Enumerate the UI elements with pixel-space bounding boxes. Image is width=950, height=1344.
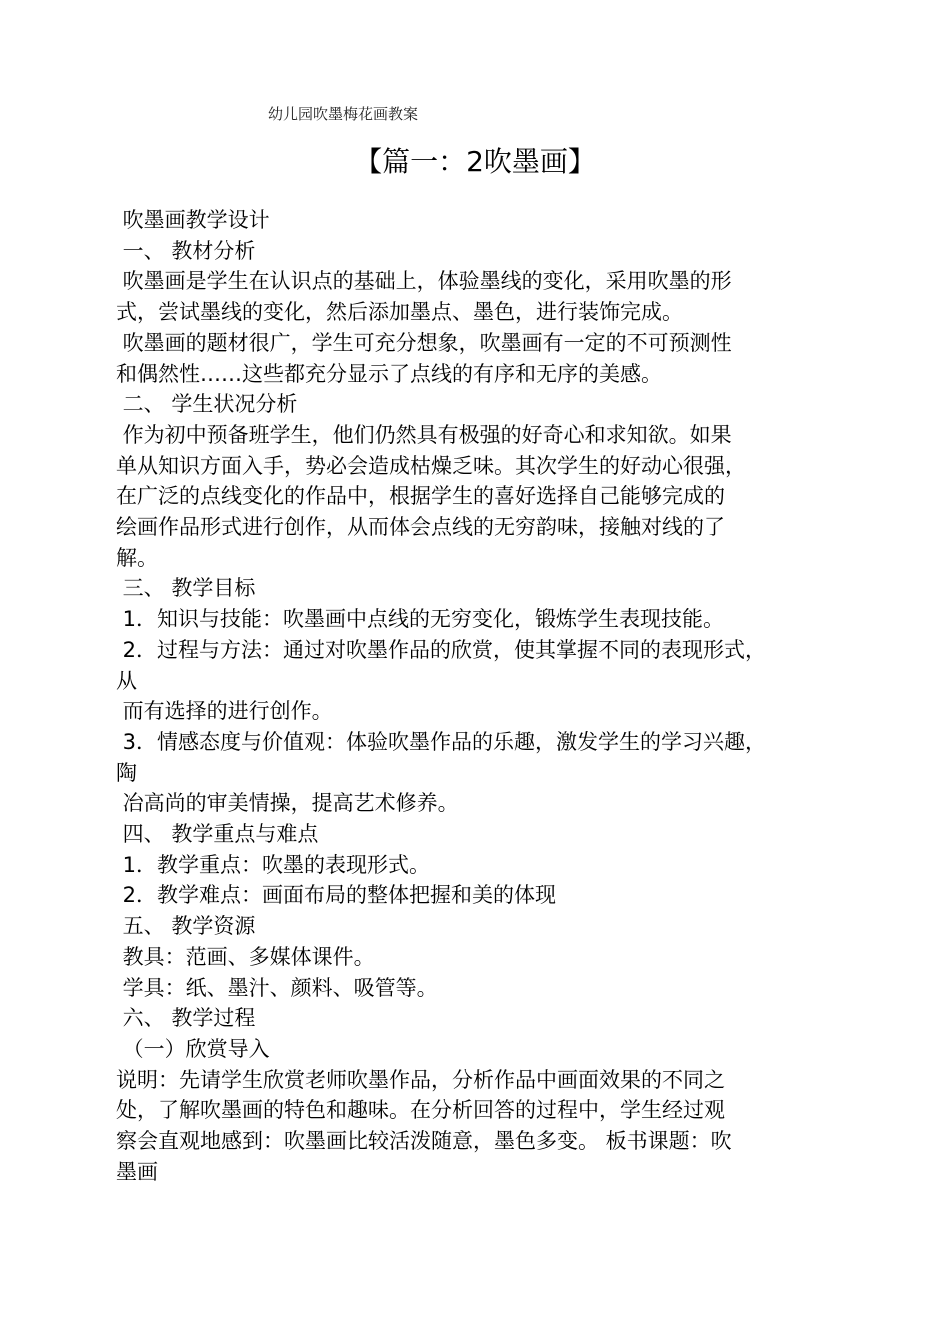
section-heading: 二、 学生状况分析 — [116, 392, 298, 417]
text-line: 教具：范画、多媒体课件。 — [116, 944, 375, 969]
section-heading: 四、 教学重点与难点 — [116, 822, 319, 847]
section-heading: 三、 教学目标 — [116, 576, 256, 601]
text-line: 作为初中预备班学生，他们仍然具有极强的好奇心和求知欲。如果 — [116, 422, 732, 447]
document-title: 【篇一：2吹墨画】 — [354, 145, 596, 178]
text-line: 3．情感态度与价值观：体验吹墨作品的乐趣，激发学生的学习兴趣， — [116, 729, 767, 754]
text-line: 绘画作品形式进行创作，从而体会点线的无穷韵味，接触对线的了 — [116, 515, 725, 540]
text-line: 单从知识方面入手，势必会造成枯燥乏味。其次学生的好动心很强， — [116, 453, 746, 478]
text-line: 1．教学重点：吹墨的表现形式。 — [116, 852, 431, 877]
document-body — [116, 205, 846, 1188]
text-line: 陶 — [116, 760, 137, 785]
text-line: 说明：先请学生欣赏老师吹墨作品，分析作品中画面效果的不同之 — [116, 1067, 725, 1092]
text-line: 处，了解吹墨画的特色和趣味。在分析回答的过程中，学生经过观 — [116, 1098, 725, 1123]
text-line: 察会直观地感到：吹墨画比较活泼随意，墨色多变。 板书课题：吹 — [116, 1129, 732, 1154]
text-line: 和偶然性……这些都充分显示了点线的有序和无序的美感。 — [116, 361, 662, 386]
text-line: 吹墨画教学设计 — [116, 208, 270, 232]
subsection-heading: （一）欣赏导入 — [116, 1036, 270, 1061]
section-heading: 六、 教学过程 — [116, 1006, 256, 1031]
text-line: 1．知识与技能：吹墨画中点线的无穷变化，锻炼学生表现技能。 — [116, 607, 725, 632]
text-line: 冶高尚的审美情操，提高艺术修养。 — [116, 791, 459, 816]
section-heading: 一、 教材分析 — [116, 238, 256, 263]
text-line: 吹墨画的题材很广，学生可充分想象，吹墨画有一定的不可预测性 — [116, 330, 732, 355]
text-line: 式，尝试墨线的变化，然后添加墨点、墨色，进行装饰完成。 — [116, 300, 683, 325]
text-line: 学具：纸、墨汁、颜料、吸管等。 — [116, 975, 438, 1000]
document-header-note: 幼儿园吹墨梅花画教案 — [268, 105, 419, 123]
section-heading: 五、 教学资源 — [116, 914, 256, 939]
text-line: 吹墨画是学生在认识点的基础上，体验墨线的变化，采用吹墨的形 — [116, 269, 732, 294]
text-line: 墨画 — [116, 1159, 158, 1184]
text-line: 从 — [116, 668, 137, 693]
text-line: 2．过程与方法：通过对吹墨作品的欣赏，使其掌握不同的表现形式， — [116, 637, 767, 662]
text-line: 而有选择的进行创作。 — [116, 699, 333, 724]
text-line: 在广泛的点线变化的作品中，根据学生的喜好选择自己能够完成的 — [116, 484, 725, 509]
text-line: 解。 — [116, 545, 158, 570]
text-line: 2．教学难点：画面布局的整体把握和美的体现 — [116, 883, 557, 908]
